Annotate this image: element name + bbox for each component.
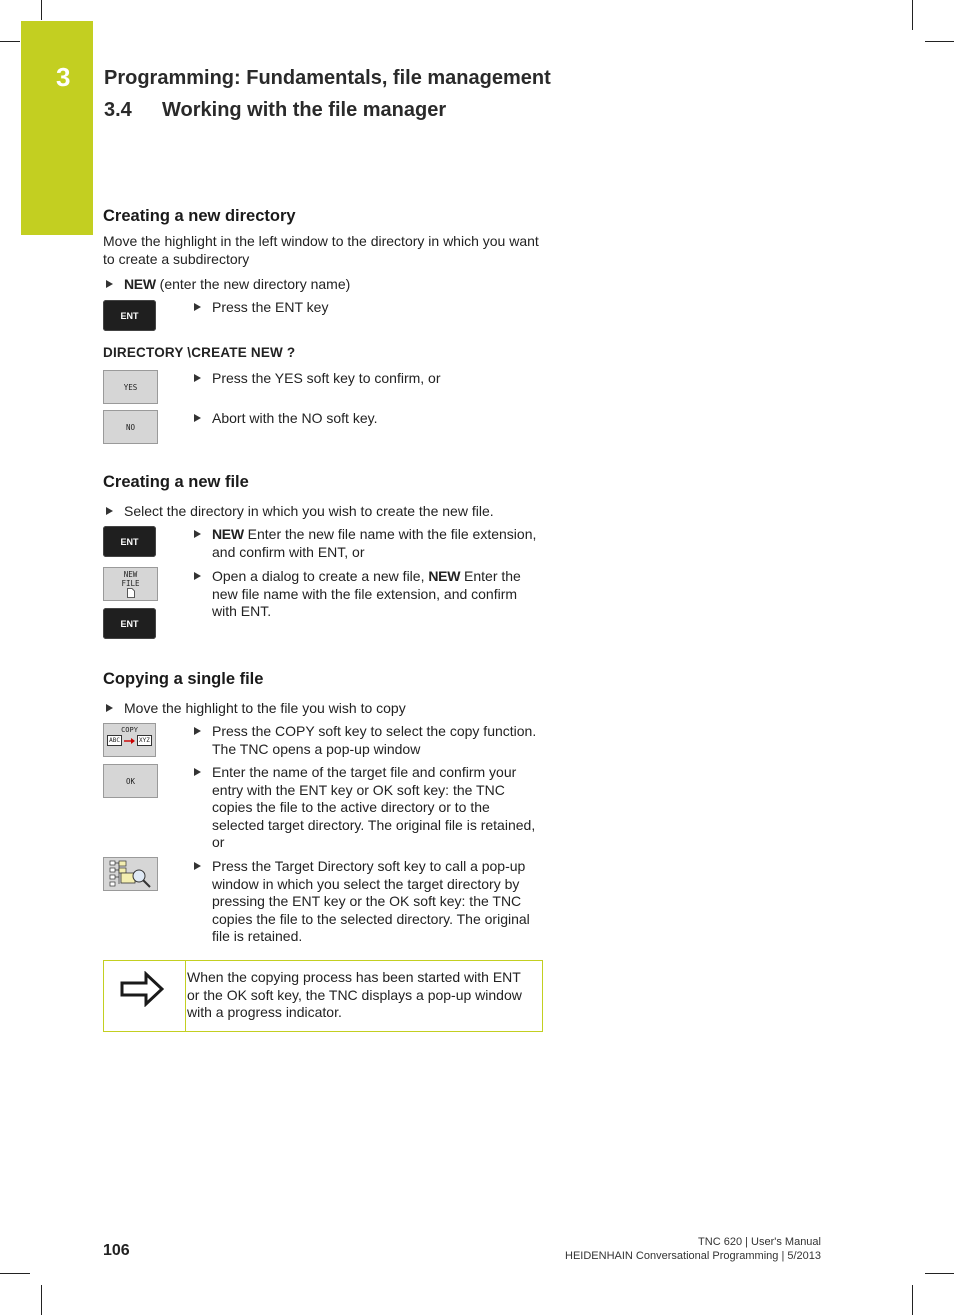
ent-key[interactable]: ENT: [103, 300, 156, 331]
arrow-right-icon: [124, 738, 135, 744]
ok-softkey[interactable]: OK: [103, 764, 158, 798]
crop-mark: [0, 1273, 30, 1274]
step-text: Enter the name of the target file and confirm your entry with the ENT key or OK soft key: the TNC copies the file to the active directory or to the selected target directory. The original file is retained, or: [212, 764, 536, 850]
softkey-label: COPY: [121, 726, 138, 734]
bullet-triangle-icon: [106, 507, 113, 515]
bullet-triangle-icon: [106, 704, 113, 712]
crop-mark: [41, 1285, 42, 1315]
target-file-label: XYZ: [139, 737, 150, 744]
softkey-label: FILE: [121, 579, 140, 588]
heading-new-directory: Creating a new directory: [103, 207, 296, 225]
copy-graphic: [107, 735, 152, 746]
new-file-softkey[interactable]: [103, 567, 158, 601]
crop-mark: [925, 1273, 954, 1274]
intro-new-directory: Move the highlight in the left window to the directory in which you want to create a subdirectory: [103, 233, 539, 267]
step-text: Press the YES soft key to confirm, or: [212, 370, 441, 386]
heading-copy-file: Copying a single file: [103, 670, 264, 688]
section-number: 3.4: [104, 99, 132, 121]
bullet-triangle-icon: [194, 727, 201, 735]
bullet-triangle-icon: [106, 280, 113, 288]
folder-tree-search-icon: [107, 859, 155, 889]
note-box: [103, 960, 543, 1032]
copy-softkey[interactable]: [103, 723, 156, 757]
bullet-triangle-icon: [194, 303, 201, 311]
step-press-ent: [192, 299, 542, 317]
bullet-triangle-icon: [194, 862, 201, 870]
crop-mark: [925, 41, 954, 42]
step-text: Open a dialog to create a new file,: [212, 568, 429, 584]
step-text: Enter the new file name with the file extension, and confirm with ENT.: [212, 568, 521, 619]
footer-line-manual: TNC 620 | User's Manual: [698, 1236, 821, 1248]
softkey-label: NEW: [123, 570, 138, 579]
step-text: Abort with the NO soft key.: [212, 410, 378, 426]
step-text: Press the COPY soft key to select the copy function. The TNC opens a pop-up window: [212, 723, 537, 757]
note-divider: [185, 961, 186, 1031]
footer: [565, 1235, 821, 1263]
chapter-number: 3: [56, 62, 71, 92]
crop-mark: [41, 0, 42, 20]
step-target-directory: [192, 858, 542, 946]
step-copy-softkey: [192, 723, 542, 758]
crop-mark: [0, 41, 20, 42]
step-text: Move the highlight to the file you wish to copy: [124, 700, 406, 716]
bullet-triangle-icon: [194, 530, 201, 538]
step-new-keyword: [104, 276, 544, 294]
bullet-triangle-icon: [194, 374, 201, 382]
keyword: NEW: [428, 568, 461, 584]
step-text: Enter the new file name with the file extension, and confirm with ENT, or: [212, 526, 537, 560]
yes-softkey[interactable]: YES: [103, 370, 158, 404]
step-move-highlight: [104, 700, 554, 718]
step-text: Press the Target Directory soft key to call a pop-up window in which you select the target directory by pressing the ENT key or the OK soft key: the TNC copies the file to the selected directory. The original file is retained.: [212, 858, 530, 944]
heading-new-file: Creating a new file: [103, 473, 249, 491]
ent-key[interactable]: ENT: [103, 526, 156, 557]
crop-mark: [912, 1285, 913, 1315]
step-yes: [192, 370, 542, 388]
step-text: Select the directory in which you wish to create the new file.: [124, 503, 494, 519]
bullet-triangle-icon: [194, 768, 201, 776]
step-enter-target: [192, 764, 542, 852]
bullet-triangle-icon: [194, 414, 201, 422]
keyword: NEW: [212, 526, 244, 542]
ent-key[interactable]: ENT: [103, 608, 156, 639]
chapter-tab: [21, 21, 93, 235]
step-select-directory: [104, 503, 554, 521]
no-softkey[interactable]: NO: [103, 410, 158, 444]
step-open-dialog: [192, 568, 542, 621]
source-file-label: ABC: [109, 737, 120, 744]
section-title: Working with the file manager: [162, 99, 447, 121]
crop-mark: [912, 0, 913, 30]
section-title-row: [104, 99, 446, 122]
note-text: When the copying process has been started with ENT or the OK soft key, the TNC displays a pop-up window with a progress indicator.: [187, 969, 522, 1020]
file-icon: [127, 588, 135, 598]
step-text: (enter the new directory name): [155, 276, 351, 292]
target-directory-softkey[interactable]: [103, 857, 158, 891]
step-new-filename: [192, 526, 542, 561]
bullet-triangle-icon: [194, 572, 201, 580]
step-no: [192, 410, 542, 428]
dialog-prompt: DIRECTORY \CREATE NEW ?: [103, 345, 296, 360]
footer-line-publisher: HEIDENHAIN Conversational Programming | 5/2013: [565, 1250, 821, 1262]
page-number: 106: [103, 1242, 130, 1259]
chapter-title: Programming: Fundamentals, file management: [104, 67, 551, 89]
arrow-right-outline-icon: [120, 971, 164, 1012]
keyword: NEW: [124, 276, 156, 292]
step-text: Press the ENT key: [212, 299, 329, 315]
